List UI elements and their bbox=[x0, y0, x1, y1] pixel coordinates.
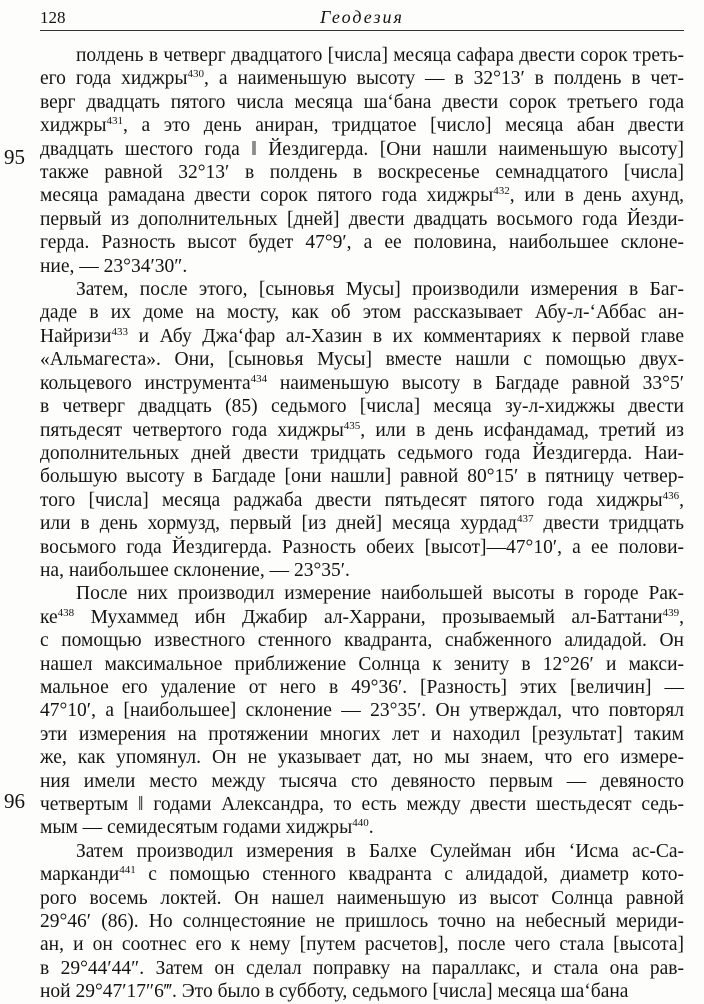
text-line bbox=[40, 723, 684, 746]
text-segment: первый из дополнительных [дней] двести двадцать восьмого года Йезди- bbox=[40, 208, 684, 230]
running-title: Геодезия bbox=[320, 7, 404, 27]
text-segment: , или в день ахунд, bbox=[509, 185, 685, 207]
text-line bbox=[40, 840, 684, 863]
paragraph bbox=[40, 44, 684, 278]
text-line bbox=[40, 255, 684, 278]
text-segment: марканди bbox=[40, 864, 120, 886]
text-segment: большую высоту в Багдаде [они нашли] равной 80°15′ в пятницу четвер- bbox=[40, 466, 684, 488]
text-segment: или в день хормузд, первый [из дней] месяца хурдад bbox=[40, 513, 517, 535]
text-line bbox=[40, 816, 684, 839]
text-segment: дополнительных дней двести тридцать седьмого года Йездигерда. Наи- bbox=[40, 442, 684, 464]
text-segment: верг двадцать пятого числа месяца ша‘бана двести сорок третьего года bbox=[40, 91, 684, 113]
page-header bbox=[40, 2, 684, 32]
body-text bbox=[40, 44, 684, 1004]
paragraph bbox=[40, 278, 684, 582]
text-segment: . bbox=[368, 817, 374, 839]
text-segment: ния имели место между тысяча сто девяносто первым — девяносто bbox=[40, 770, 684, 792]
text-segment: эти измерения на протяжении многих лет и находил [результат] таким bbox=[40, 723, 684, 745]
text-segment: также равной 32°13′ в полдень в воскресенье семнадцатого [числа] bbox=[40, 162, 684, 184]
text-segment: же, как упомянул. Он не указывает дат, но мы знаем, что его измере- bbox=[40, 747, 684, 769]
text-segment: , bbox=[679, 606, 684, 628]
text-segment: ной 29°47′17″6‴. Это было в субботу, седьмого [числа] месяца ша‘бана bbox=[40, 981, 629, 1003]
text-line bbox=[40, 395, 684, 418]
text-segment: даде в их доме на мосту, как об этом рассказывает Абу-л-‘Аббас ан- bbox=[40, 302, 684, 324]
text-line bbox=[40, 770, 684, 793]
text-line bbox=[40, 606, 684, 629]
margin-number: 96 bbox=[4, 789, 25, 813]
text-segment: 47°10′, а [наибольшее] склонение — 23°35′. Он утверждал, что повторял bbox=[40, 700, 684, 722]
paragraph bbox=[40, 840, 684, 1004]
footnote-ref: 437 bbox=[516, 513, 534, 526]
text-segment: рого восемь локтей. Он нашел наименьшую из высот Солнца равной bbox=[40, 887, 684, 909]
text-line bbox=[40, 512, 684, 535]
text-segment: Мухаммед ибн Джабир ал-Харрани, прозываемый ал-Баттани bbox=[74, 606, 663, 628]
header-rule bbox=[40, 30, 684, 31]
text-line bbox=[40, 887, 684, 910]
text-line bbox=[40, 863, 684, 886]
text-segment: на, наибольшее склонение, — 23°35′. bbox=[40, 559, 350, 581]
text-line bbox=[40, 653, 684, 676]
text-segment: наименьшую высоту в Багдаде равной 33°5′ bbox=[267, 372, 684, 394]
page-number: 128 bbox=[40, 8, 66, 27]
text-line bbox=[40, 161, 684, 184]
text-line bbox=[40, 372, 684, 395]
text-segment: и Абу Джа‘фар ал-Хазин в их комментариях к первой главе bbox=[128, 325, 684, 347]
text-line bbox=[40, 933, 684, 956]
text-segment: с помощью известного стенного квадранта, снабженного алидадой. Он bbox=[40, 630, 684, 652]
text-segment: ан, и он соотнес его к нему [путем расчетов], после чего стала [высота] bbox=[40, 934, 684, 956]
footnote-ref: 430 bbox=[187, 68, 205, 81]
text-line bbox=[40, 536, 684, 559]
text-segment: герда. Разность высот будет 47°9′, а ее половина, наибольшее склоне- bbox=[40, 232, 684, 254]
text-segment: «Альмагеста». Они, [сыновья Мусы] вместе нашли с помощью двух- bbox=[40, 349, 684, 371]
text-line bbox=[40, 629, 684, 652]
footnote-ref: 436 bbox=[662, 489, 680, 502]
text-segment: хиджры bbox=[40, 115, 107, 137]
text-segment: кольцевого инструмента bbox=[40, 372, 251, 394]
text-segment: 29°46′ (86). Но солнцестояние не пришлось точно на небесный мериди- bbox=[40, 911, 684, 933]
text-line bbox=[40, 67, 684, 90]
text-segment: его года хиджры bbox=[40, 68, 188, 90]
text-line bbox=[40, 325, 684, 348]
text-segment: восьмого года Йездигерда. Разность обеих [высот]—47°10′, а ее полови- bbox=[40, 536, 684, 558]
text-line bbox=[40, 114, 684, 137]
footnote-ref: 439 bbox=[662, 606, 680, 619]
text-segment: После них производил измерение наибольшей высоты в городе Рак- bbox=[76, 583, 684, 605]
text-line bbox=[40, 208, 684, 231]
text-segment: нашел максимальное приближение Солнца к зениту в 12°26′ и макси- bbox=[40, 653, 684, 675]
text-line bbox=[40, 746, 684, 769]
text-segment: , bbox=[679, 489, 684, 511]
text-line bbox=[40, 301, 684, 324]
text-line bbox=[40, 278, 684, 301]
text-line bbox=[40, 419, 684, 442]
text-segment: Затем, после этого, [сыновья Мусы] производили измерения в Баг- bbox=[76, 279, 684, 301]
text-line bbox=[40, 138, 684, 161]
text-segment: Затем производил измерения в Балхе Сулейман ибн ‘Исма ас-Са- bbox=[76, 840, 684, 862]
footnote-ref: 433 bbox=[111, 325, 128, 338]
margin-number: 95 bbox=[4, 145, 25, 169]
text-line bbox=[40, 489, 684, 512]
text-segment: , а это день аниран, тридцатое [число] месяца абан двести bbox=[122, 115, 684, 137]
footnote-ref: 435 bbox=[343, 419, 361, 432]
text-segment: с помощью стенного квадранта с алидадой, диаметр кото- bbox=[135, 864, 684, 886]
text-segment: , а наименьшую высоту — в 32°13′ в полдень в чет- bbox=[204, 68, 684, 90]
text-segment: ке bbox=[40, 606, 58, 628]
footnote-ref: 431 bbox=[106, 115, 123, 128]
text-line bbox=[40, 676, 684, 699]
text-line bbox=[40, 910, 684, 933]
text-line bbox=[40, 231, 684, 254]
text-segment: месяца рамадана двести сорок пятого года хиджры bbox=[40, 185, 494, 207]
text-line bbox=[40, 348, 684, 371]
footnote-ref: 432 bbox=[493, 185, 510, 198]
footnote-ref: 438 bbox=[57, 606, 75, 619]
text-line bbox=[40, 184, 684, 207]
text-segment: мальное его удаление от него в 49°36′. [Разность] этих [величин] — bbox=[40, 676, 684, 698]
text-line bbox=[40, 980, 684, 1003]
text-line bbox=[40, 957, 684, 980]
text-segment: двести тридцать bbox=[533, 513, 685, 535]
text-segment: , или в день исфандамад, третий из bbox=[360, 419, 684, 441]
text-segment: двадцать шестого года ‖ Йездигерда. [Они нашли наименьшую высоту] bbox=[40, 138, 684, 160]
text-line bbox=[40, 582, 684, 605]
text-segment: в 29°44′44″. Затем он сделал поправку на параллакс, и стала она рав- bbox=[40, 957, 684, 979]
text-segment: полдень в четверг двадцатого [числа] месяца сафара двести сорок треть- bbox=[76, 45, 684, 66]
text-line bbox=[40, 91, 684, 114]
footnote-ref: 440 bbox=[352, 817, 369, 830]
text-line bbox=[40, 559, 684, 582]
text-line bbox=[40, 44, 684, 67]
footnote-ref: 434 bbox=[250, 372, 268, 385]
text-segment: того [числа] месяца раджаба двести пятьдесят пятого года хиджры bbox=[40, 489, 663, 511]
text-line bbox=[40, 793, 684, 816]
paragraph bbox=[40, 582, 684, 839]
footnote-ref: 441 bbox=[119, 864, 136, 877]
text-segment: мым — семидесятым годами хиджры bbox=[40, 817, 353, 839]
text-line bbox=[40, 699, 684, 722]
text-segment: Найризи bbox=[40, 325, 112, 347]
text-segment: четвертым ‖ годами Александра, то есть между двести шестьдесят седь- bbox=[40, 794, 684, 815]
text-segment: пятьдесят четвертого года хиджры bbox=[40, 419, 344, 441]
text-segment: ние, — 23°34′30″. bbox=[40, 255, 188, 277]
text-line bbox=[40, 465, 684, 488]
text-segment: в четверг двадцать (85) седьмого [числа] месяца зу-л-хиджжы двести bbox=[40, 396, 684, 418]
text-line bbox=[40, 442, 684, 465]
